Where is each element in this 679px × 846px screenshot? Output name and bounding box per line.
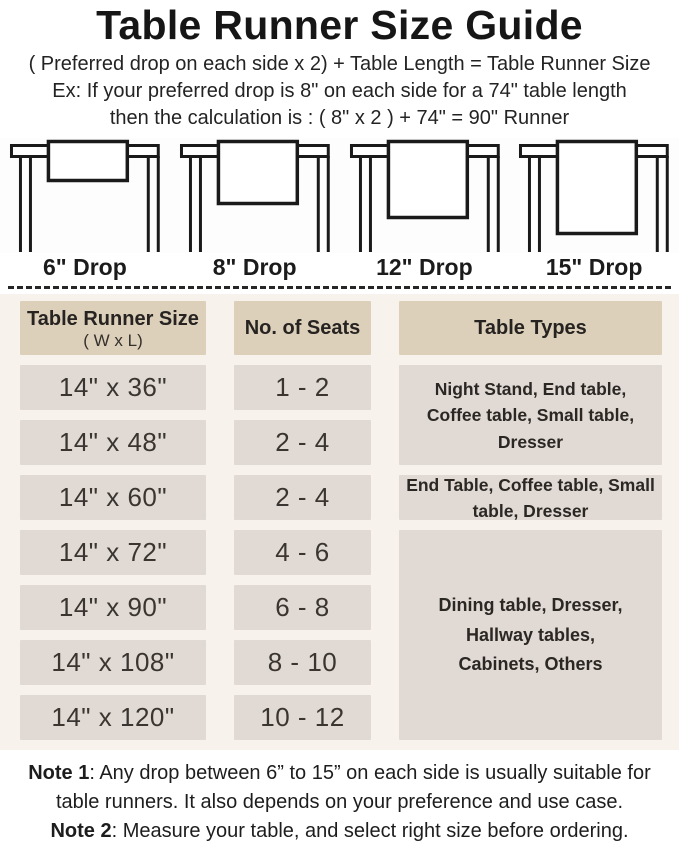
drop-labels — [0, 254, 679, 286]
notes — [0, 750, 679, 846]
table-types-text: End Table, Coffee table, Small table, Dresser — [406, 474, 655, 521]
seats-value: 1 - 2 — [275, 372, 330, 403]
drop-illustration-8in — [170, 138, 340, 253]
seats-value: 10 - 12 — [260, 702, 345, 733]
table-types-cell-small — [399, 365, 662, 465]
seats-value: 4 - 6 — [275, 537, 330, 568]
example-line-1: Ex: If your preferred drop is 8" on each side for a 74" table length — [52, 80, 627, 103]
table-types-cell-large — [399, 530, 662, 740]
header-seats-title: No. of Seats — [244, 317, 361, 340]
drop-label-8in: 8" Drop — [212, 254, 297, 281]
formula-text: ( Preferred drop on each side x 2) + Table Length = Table Runner Size — [28, 53, 651, 76]
runner-size-cell — [20, 695, 206, 740]
seats-cell — [234, 640, 371, 685]
runner-size-cell — [20, 365, 206, 410]
table-runner-drawing-15in — [509, 138, 679, 253]
drop-illustration-12in — [340, 138, 510, 253]
header-types — [399, 301, 662, 355]
seats-value: 6 - 8 — [275, 592, 330, 623]
note-1-label: Note 1 — [28, 762, 90, 785]
runner-size-value: 14" x 108" — [51, 647, 175, 678]
note-1 — [4, 759, 675, 817]
note-1-text: : Any drop between 6” to 15” on each side is usually suitable for table runners. It also depends on your preference and use case. — [55, 762, 651, 814]
seats-cell — [234, 420, 371, 465]
runner-size-value: 14" x 72" — [58, 537, 168, 568]
table-types-text: Dining table, Dresser, Hallway tables, Cabinets, Others — [438, 594, 623, 675]
seats-cell — [234, 585, 371, 630]
example-line-2: then the calculation is : ( 8" x 2 ) + 74" = 90" Runner — [109, 107, 570, 130]
drop-illustrations — [0, 138, 679, 253]
drop-illustration-6in — [0, 138, 170, 253]
table-runner-drawing-12in — [340, 138, 510, 253]
dashed-divider — [8, 286, 671, 289]
header-runner-size-title: Table Runner Size — [27, 307, 199, 330]
note-2-label: Note 2 — [50, 820, 112, 843]
seats-value: 2 - 4 — [275, 427, 330, 458]
size-table — [20, 301, 663, 740]
drop-illustration-15in — [509, 138, 679, 253]
drop-label-12in: 12" Drop — [376, 254, 473, 281]
table-runner-drawing-6in — [0, 138, 170, 253]
runner-size-value: 14" x 90" — [58, 592, 168, 623]
header-seats — [234, 301, 371, 355]
table-types-cell-medium — [399, 475, 662, 520]
runner-size-value: 14" x 36" — [58, 372, 168, 403]
runner-size-cell — [20, 640, 206, 685]
seats-cell — [234, 475, 371, 520]
drop-label-15in: 15" Drop — [545, 254, 643, 281]
seats-cell — [234, 530, 371, 575]
header-runner-size-subtitle: ( W x L) — [83, 330, 143, 350]
runner-size-value: 14" x 60" — [58, 482, 168, 513]
note-2 — [4, 817, 675, 846]
seats-cell — [234, 695, 371, 740]
table-runner-drawing-8in — [170, 138, 340, 253]
runner-size-value: 14" x 48" — [58, 427, 168, 458]
seats-value: 8 - 10 — [267, 647, 338, 678]
header-runner-size — [20, 301, 206, 355]
runner-size-value: 14" x 120" — [51, 702, 175, 733]
note-2-text: : Measure your table, and select right size before ordering. — [111, 820, 629, 843]
drop-label-6in: 6" Drop — [43, 254, 127, 281]
size-table-section — [0, 294, 679, 750]
runner-size-cell — [20, 475, 206, 520]
header-types-title: Table Types — [474, 317, 587, 340]
table-types-text: Night Stand, End table, Coffee table, Small table, Dresser — [426, 379, 635, 452]
seats-cell — [234, 365, 371, 410]
seats-value: 2 - 4 — [275, 482, 330, 513]
runner-size-cell — [20, 530, 206, 575]
runner-size-cell — [20, 585, 206, 630]
page-title: Table Runner Size Guide — [96, 2, 583, 48]
runner-size-cell — [20, 420, 206, 465]
